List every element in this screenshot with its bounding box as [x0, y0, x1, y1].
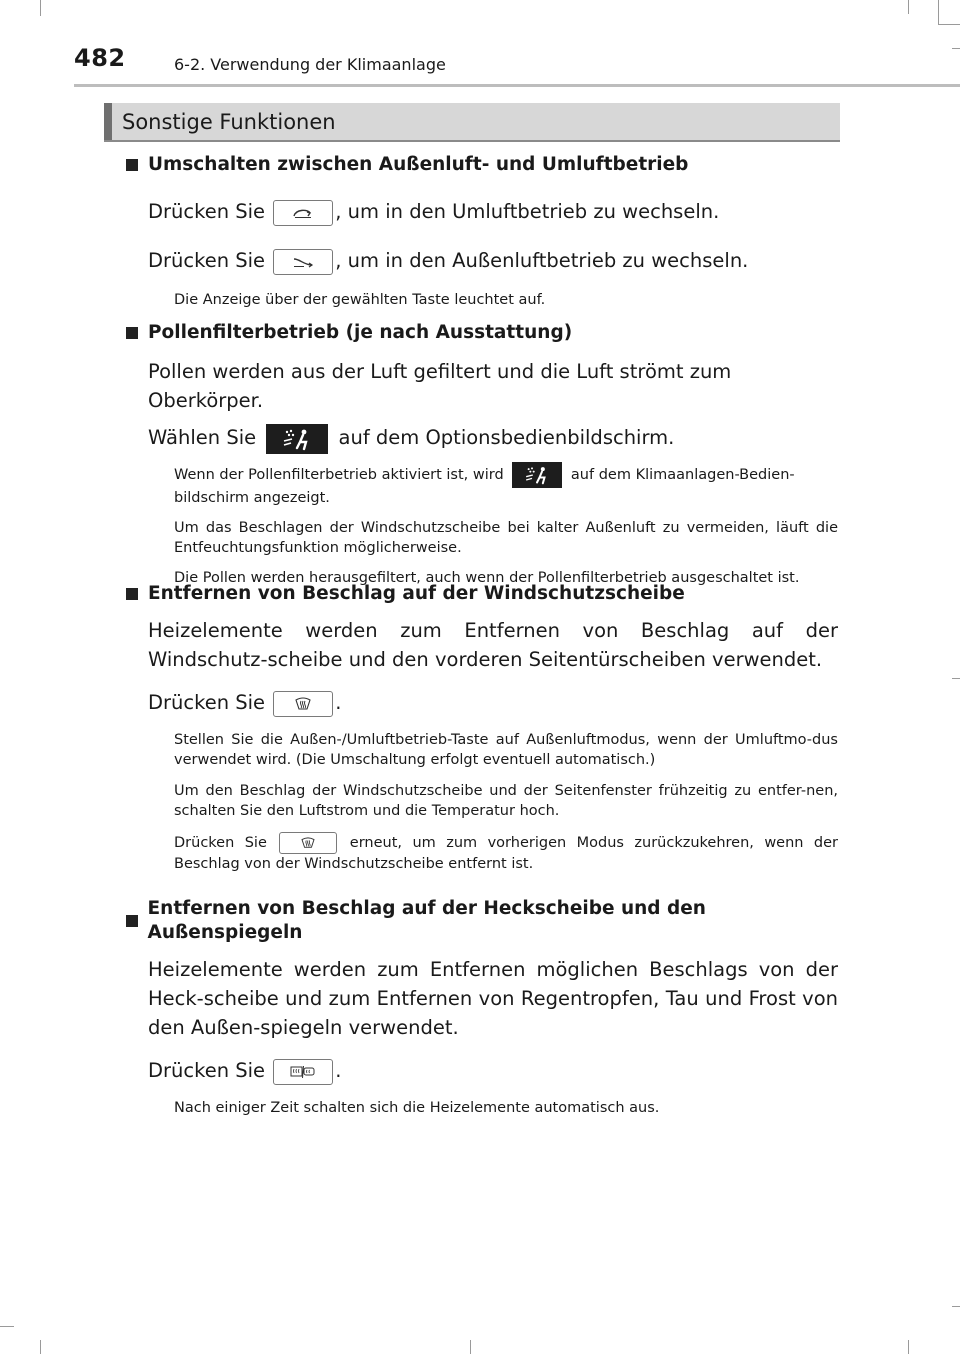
windshield-press-line — [126, 688, 838, 717]
recirc-line-2-pre: Drücken Sie — [148, 249, 266, 272]
pollen-filter-icon — [266, 424, 328, 454]
windshield-press-pre: Drücken Sie — [148, 691, 266, 714]
pollen-select-line — [126, 423, 838, 454]
pollen-select-pre: Wählen Sie — [148, 426, 257, 449]
recirc-line-1-pre: Drücken Sie — [148, 200, 266, 223]
chapter-title: 6-2. Verwendung der Klimaanlage — [174, 55, 446, 74]
windshield-note-3-post: erneut, um zum vorherigen Modus zurückzukehren, wenn der Beschlag von der Windschutzscheibe entfernt ist. — [174, 835, 839, 872]
windshield-press-post: . — [335, 691, 342, 714]
square-bullet-icon — [126, 915, 138, 927]
pollen-select-post: auf dem Optionsbedienbildschirm. — [338, 426, 675, 449]
crop-mark-top-left — [40, 0, 41, 16]
rear-note: Nach einiger Zeit schalten sich die Heizelemente automatisch aus. — [174, 1100, 660, 1116]
recirc-heading-text: Umschalten zwischen Außenluft- und Umluftbetrieb — [148, 154, 689, 175]
section-banner-underline — [104, 140, 840, 142]
pollen-filter-indicator-icon — [512, 462, 562, 488]
windshield-defogger-icon — [273, 691, 333, 717]
windshield-section — [126, 582, 838, 874]
windshield-note-3 — [126, 832, 838, 874]
windshield-note-1: Stellen Sie die Außen-/Umluftbetrieb-Taste auf Außenluftmodus, wenn der Umluftmo-dus verwendet wird. (Die Umschaltung erfolgt eventuell automatisch.) — [174, 732, 838, 768]
pollen-note-1-pre: Wenn der Pollenfilterbetrieb aktiviert ist, wird — [174, 466, 504, 483]
section-title: Sonstige Funktionen — [122, 110, 336, 134]
rear-section — [126, 897, 838, 1118]
pollen-heading — [126, 321, 838, 345]
page-number: 482 — [74, 44, 126, 72]
section-banner-accent — [104, 103, 112, 141]
square-bullet-icon — [126, 327, 138, 339]
header-rule — [74, 84, 960, 87]
pollen-heading-text: Pollenfilterbetrieb (je nach Ausstattung) — [148, 322, 573, 343]
pollen-note-1-post: auf dem Klimaanlagen-Bedien- — [570, 466, 795, 483]
crop-mark-corner-right — [938, 0, 939, 24]
recirc-line-1-post: , um in den Umluftbetrieb zu wechseln. — [335, 200, 720, 223]
rear-window-mirror-defogger-icon — [273, 1059, 333, 1085]
rear-press-pre: Drücken Sie — [148, 1059, 266, 1082]
recirc-line-2 — [126, 246, 838, 275]
rear-press-line — [126, 1056, 838, 1085]
pollen-text: Pollen werden aus der Luft gefiltert und die Luft strömt zum Oberkörper. — [148, 360, 732, 412]
pollen-note-3: Die Pollen werden herausgefiltert, auch wenn der Pollenfilterbetrieb ausgeschaltet ist. — [174, 569, 800, 586]
recirc-note: Die Anzeige über der gewählten Taste leuchtet auf. — [174, 292, 546, 308]
windshield-text: Heizelemente werden zum Entfernen von Beschlag auf der Windschutz-scheibe und den vorderen Seitentürscheiben verwendet. — [148, 619, 838, 671]
page-header — [74, 44, 960, 84]
recirculation-air-icon — [273, 200, 333, 226]
crop-mark-bottom-3 — [908, 1340, 909, 1354]
rear-press-post: . — [335, 1059, 342, 1082]
windshield-defogger-icon — [279, 832, 337, 854]
recirc-line-2-post: , um in den Außenluftbetrieb zu wechseln. — [335, 249, 749, 272]
windshield-heading — [126, 582, 838, 606]
pollen-section — [126, 321, 838, 588]
rear-text: Heizelemente werden zum Entfernen möglichen Beschlags von der Heck-scheibe und zum Entfernen von Regentropfen, Tau und Frost von den Außen-spiegeln verwendet. — [148, 958, 838, 1039]
square-bullet-icon — [126, 588, 138, 600]
section-banner — [104, 103, 840, 141]
windshield-note-2: Um den Beschlag der Windschutzscheibe und der Seitenfenster frühzeitig zu entfer-nen, schalten Sie den Luftstrom und die Temperatur hoch. — [174, 783, 838, 819]
rear-heading — [126, 897, 838, 945]
recirc-section — [126, 153, 838, 310]
crop-mark-bottom-left — [0, 1326, 14, 1327]
pollen-note-2: Um das Beschlagen der Windschutzscheibe bei kalter Außenluft zu vermeiden, läuft die Entfeuchtungsfunktion möglicherweise. — [174, 519, 838, 556]
pollen-note-1 — [126, 462, 838, 488]
recirc-heading — [126, 153, 838, 177]
crop-mark-right-3 — [952, 1306, 960, 1307]
recirc-line-1 — [126, 197, 838, 226]
outside-air-icon — [273, 249, 333, 275]
crop-mark-top-right — [908, 0, 909, 14]
windshield-heading-text: Entfernen von Beschlag auf der Windschutzscheibe — [148, 583, 685, 604]
crop-mark-bottom-2 — [470, 1340, 471, 1354]
rear-heading-text: Entfernen von Beschlag auf der Heckscheibe und den Außenspiegeln — [147, 898, 706, 943]
square-bullet-icon — [126, 159, 138, 171]
crop-mark-corner-right-h — [938, 24, 960, 25]
crop-mark-bottom-1 — [40, 1340, 41, 1354]
crop-mark-right-2 — [952, 678, 960, 679]
windshield-note-3-pre: Drücken Sie — [174, 835, 267, 851]
pollen-note-1-line-2: bildschirm angezeigt. — [174, 489, 330, 506]
